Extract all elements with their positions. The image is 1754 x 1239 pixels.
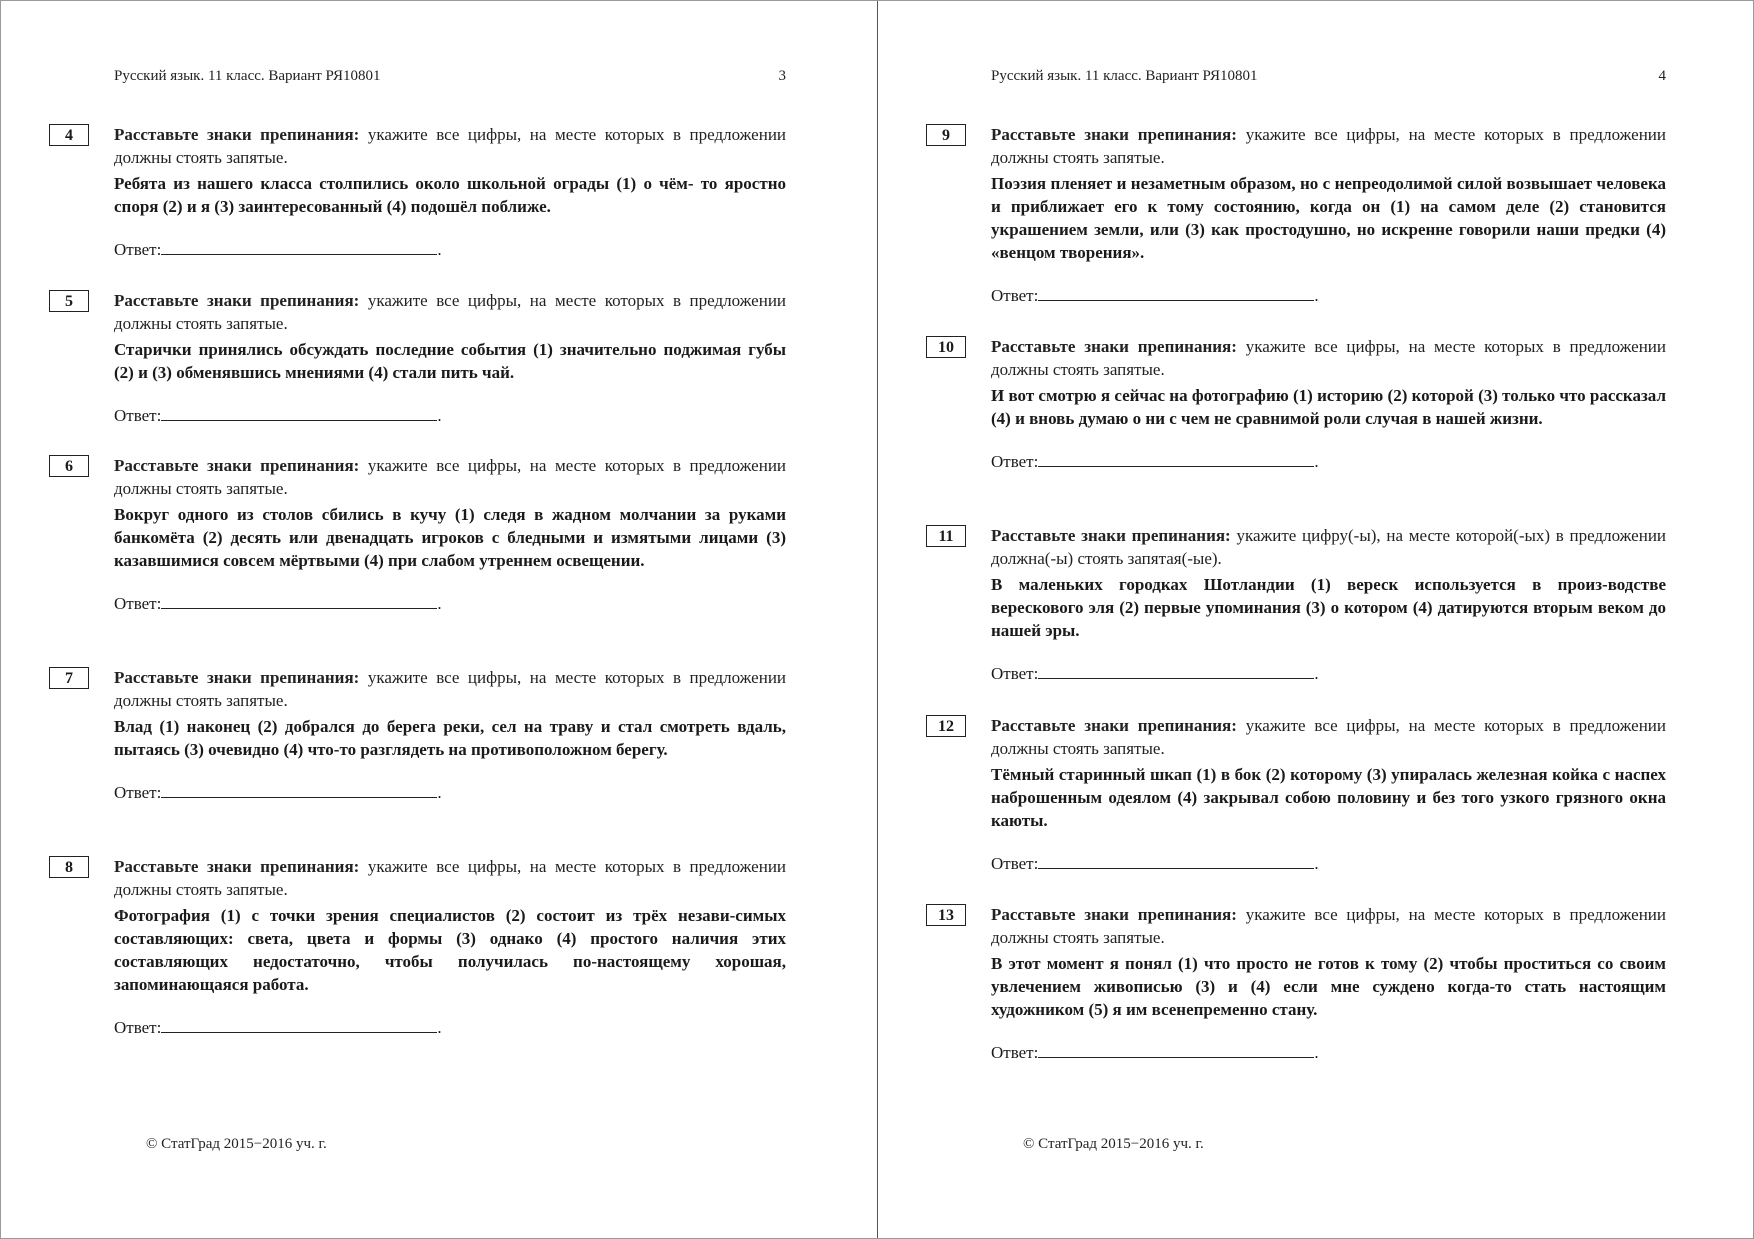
instruction-bold: Расставьте знаки препинания: — [114, 291, 360, 310]
answer-end: . — [1314, 452, 1319, 471]
answer-end: . — [1314, 286, 1319, 305]
instruction-bold: Расставьте знаки препинания: — [114, 668, 360, 687]
task-11 — [926, 524, 1666, 685]
task-sentence: Влад (1) наконец (2) добрался до берега реки, сел на траву и стал смотреть вдаль, пытаясь (3) очевидно (4) что-то разглядеть на противоположном берегу. — [114, 717, 786, 759]
answer-row — [114, 1016, 786, 1039]
answer-field[interactable] — [161, 404, 437, 421]
answer-row — [991, 662, 1666, 685]
instruction-text: укажите все цифры, на месте которых в предложении должны стоять запятые. — [991, 337, 1667, 379]
task-sentence: Поэзия пленяет и незаметным образом, но с непреодолимой силой возвышает человека и приближает его к тому состоянию, когда он (1) на самом деле (2) становится украшением земли, или (3) как простодушно, но искренне говорили наши предки (4) «венцом творения». — [991, 174, 1666, 262]
answer-field[interactable] — [161, 1016, 437, 1033]
task-instruction — [114, 289, 786, 335]
task-instruction — [114, 855, 786, 901]
task-number-box: 9 — [926, 124, 966, 146]
left-page — [1, 1, 878, 1238]
answer-end: . — [1314, 854, 1319, 873]
task-instruction — [991, 335, 1666, 381]
instruction-bold: Расставьте знаки препинания: — [991, 905, 1237, 924]
answer-field[interactable] — [1038, 852, 1314, 869]
answer-field[interactable] — [1038, 284, 1314, 301]
answer-row — [114, 238, 786, 261]
task-9 — [926, 123, 1666, 307]
instruction-bold: Расставьте знаки препинания: — [991, 125, 1237, 144]
task-instruction — [114, 454, 786, 500]
answer-label: Ответ: — [991, 286, 1039, 305]
answer-row — [991, 852, 1666, 875]
answer-end: . — [437, 783, 442, 802]
task-instruction — [114, 666, 786, 712]
task-instruction — [991, 714, 1666, 760]
page-header-title: Русский язык. 11 класс. Вариант РЯ10801 — [114, 68, 381, 84]
instruction-text: укажите все цифры, на месте которых в предложении должны стоять запятые. — [114, 857, 787, 899]
instruction-text: укажите все цифры, на месте которых в предложении должны стоять запятые. — [991, 125, 1667, 167]
instruction-text: укажите цифру(-ы), на месте которой(-ых) в предложении должна(-ы) стоять запятая(-ые). — [991, 526, 1667, 568]
page-footer: © СтатГрад 2015−2016 уч. г. — [1023, 1136, 1204, 1152]
answer-label: Ответ: — [114, 1018, 162, 1037]
task-sentence: Вокруг одного из столов сбились в кучу (1) следя в жадном молчании за руками банкомёта (2) десять или двенадцать игроков с бледными и измятыми лицами (3) казавшимися совсем мёртвыми (4) при слабом утреннем освещении. — [114, 505, 786, 570]
answer-end: . — [437, 1018, 442, 1037]
answer-end: . — [437, 406, 442, 425]
task-number-box: 6 — [49, 455, 89, 477]
answer-label: Ответ: — [114, 406, 162, 425]
answer-row — [991, 450, 1666, 473]
answer-row — [991, 284, 1666, 307]
task-number-box: 7 — [49, 667, 89, 689]
task-sentence: Старички принялись обсуждать последние события (1) значительно поджимая губы (2) и (3) обменявшись мнениями (4) стали пить чай. — [114, 340, 786, 382]
answer-row — [114, 404, 786, 427]
instruction-text: укажите все цифры, на месте которых в предложении должны стоять запятые. — [114, 668, 787, 710]
instruction-text: укажите все цифры, на месте которых в предложении должны стоять запятые. — [114, 125, 787, 167]
task-5 — [49, 289, 786, 427]
task-sentence: В маленьких городках Шотландии (1) вереск используется в произ-водстве верескового эля (2) первые упоминания (3) о котором (4) датируются вторым веком до нашей эры. — [991, 575, 1666, 640]
page-header-title: Русский язык. 11 класс. Вариант РЯ10801 — [991, 68, 1258, 84]
page-number: 4 — [1658, 68, 1666, 84]
task-instruction — [991, 903, 1666, 949]
task-sentence: Ребята из нашего класса столпились около школьной ограды (1) о чём- то яростно споря (2) и я (3) заинтересованный (4) подошёл поближе. — [114, 174, 786, 216]
instruction-text: укажите все цифры, на месте которых в предложении должны стоять запятые. — [114, 291, 787, 333]
answer-row — [114, 781, 786, 804]
instruction-bold: Расставьте знаки препинания: — [991, 337, 1237, 356]
answer-field[interactable] — [1038, 662, 1314, 679]
instruction-bold: Расставьте знаки препинания: — [991, 526, 1231, 545]
task-number-box: 5 — [49, 290, 89, 312]
task-13 — [926, 903, 1666, 1064]
task-instruction — [991, 123, 1666, 169]
instruction-text: укажите все цифры, на месте которых в предложении должны стоять запятые. — [991, 716, 1667, 758]
instruction-text: укажите все цифры, на месте которых в предложении должны стоять запятые. — [991, 905, 1667, 947]
task-sentence: Фотография (1) с точки зрения специалистов (2) состоит из трёх незави-симых составляющих: света, цвета и формы (3) однако (4) простого наличия этих составляющих недостаточно, чтобы получилась по-настоящему хорошая, запоминающаяся работа. — [114, 906, 786, 994]
answer-label: Ответ: — [114, 594, 162, 613]
answer-label: Ответ: — [991, 452, 1039, 471]
answer-end: . — [437, 594, 442, 613]
task-number-box: 13 — [926, 904, 966, 926]
task-7 — [49, 666, 786, 804]
instruction-text: укажите все цифры, на месте которых в предложении должны стоять запятые. — [114, 456, 787, 498]
task-sentence: И вот смотрю я сейчас на фотографию (1) историю (2) которой (3) только что рассказал (4) и вновь думаю о ни с чем не сравнимой роли случая в нашей жизни. — [991, 386, 1666, 428]
instruction-bold: Расставьте знаки препинания: — [114, 857, 360, 876]
task-8 — [49, 855, 786, 1039]
answer-row — [114, 592, 786, 615]
task-number-box: 4 — [49, 124, 89, 146]
answer-end: . — [1314, 1043, 1319, 1062]
task-sentence: Тёмный старинный шкап (1) в бок (2) которому (3) упиралась железная койка с наспех наброшенным одеялом (4) закрывал собою половину и без того узкого грязного окна каюты. — [991, 765, 1666, 830]
instruction-bold: Расставьте знаки препинания: — [114, 125, 360, 144]
page-number: 3 — [778, 68, 786, 84]
answer-field[interactable] — [1038, 450, 1314, 467]
instruction-bold: Расставьте знаки препинания: — [991, 716, 1237, 735]
task-number-box: 12 — [926, 715, 966, 737]
answer-row — [991, 1041, 1666, 1064]
task-10 — [926, 335, 1666, 473]
page-footer: © СтатГрад 2015−2016 уч. г. — [146, 1136, 327, 1152]
task-6 — [49, 454, 786, 615]
task-number-box: 11 — [926, 525, 966, 547]
task-4 — [49, 123, 786, 261]
task-instruction — [991, 524, 1666, 570]
answer-field[interactable] — [161, 238, 437, 255]
task-12 — [926, 714, 1666, 875]
answer-label: Ответ: — [991, 1043, 1039, 1062]
answer-label: Ответ: — [991, 854, 1039, 873]
answer-label: Ответ: — [991, 664, 1039, 683]
answer-label: Ответ: — [114, 240, 162, 259]
task-sentence: В этот момент я понял (1) что просто не готов к тому (2) чтобы проститься со своим увлечением живописью (3) и (4) если мне суждено когда-то стать настоящим художником (5) я им всенепременно стану. — [991, 954, 1666, 1019]
task-number-box: 8 — [49, 856, 89, 878]
answer-field[interactable] — [161, 781, 437, 798]
answer-end: . — [1314, 664, 1319, 683]
task-number-box: 10 — [926, 336, 966, 358]
instruction-bold: Расставьте знаки препинания: — [114, 456, 360, 475]
task-instruction — [114, 123, 786, 169]
right-page — [878, 1, 1754, 1238]
answer-field[interactable] — [161, 592, 437, 609]
answer-field[interactable] — [1038, 1041, 1314, 1058]
answer-label: Ответ: — [114, 783, 162, 802]
answer-end: . — [437, 240, 442, 259]
